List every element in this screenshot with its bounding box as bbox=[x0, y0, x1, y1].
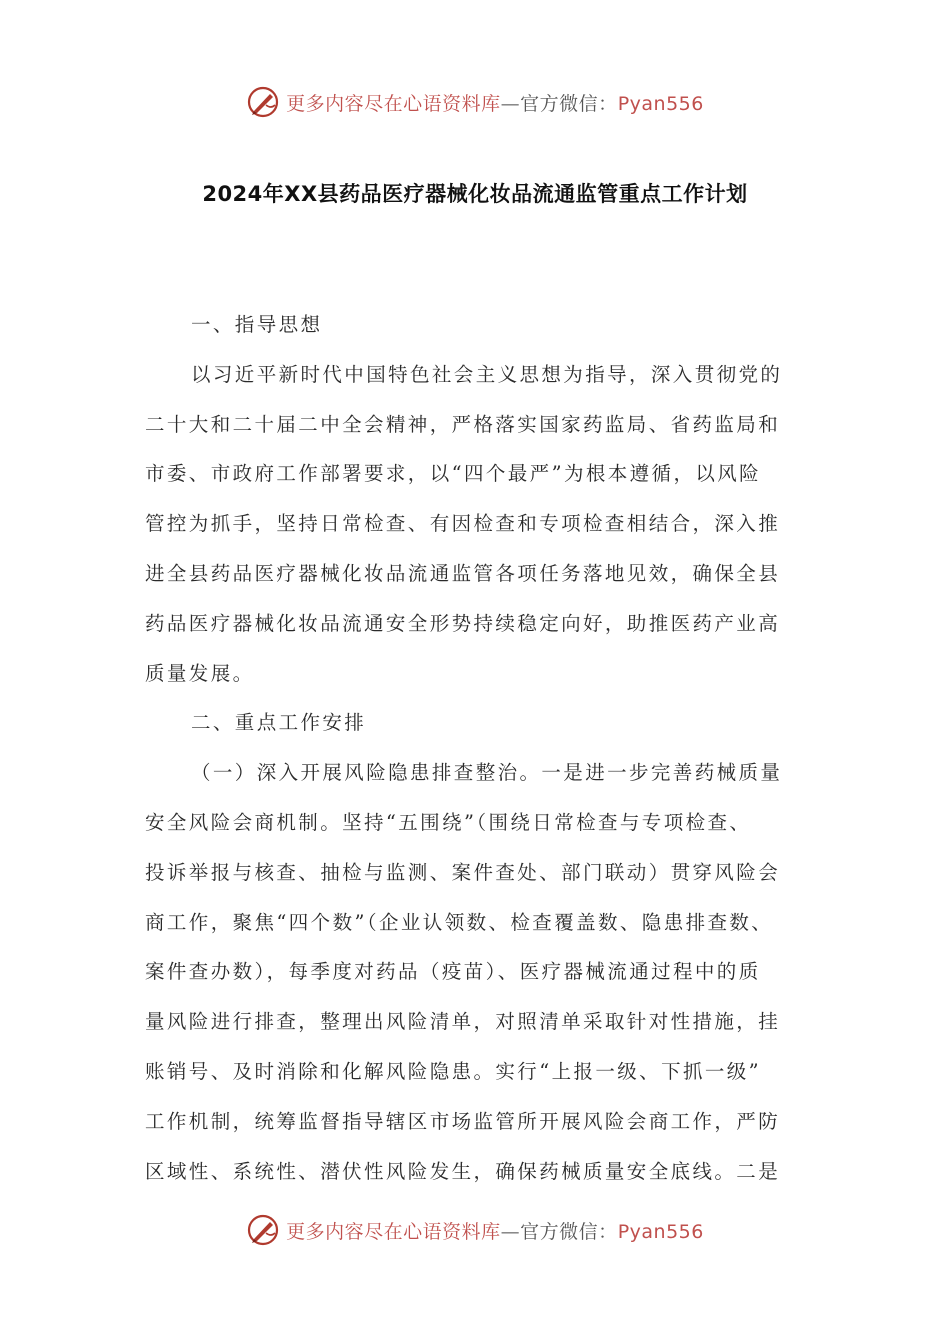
pen-logo-icon bbox=[246, 85, 280, 119]
document-body bbox=[145, 300, 817, 1196]
paragraph-line: 二十大和二十届二中全会精神，严格落实国家药监局、省药监局和 bbox=[145, 412, 781, 436]
section-heading: 二、重点工作安排 bbox=[191, 711, 367, 735]
paragraph-line: 以习近平新时代中国特色社会主义思想为指导，深入贯彻党的 bbox=[191, 362, 783, 386]
section-heading: 一、指导思想 bbox=[191, 313, 323, 336]
paragraph-line: 市委、市政府工作部署要求，以“四个最严”为根本遵循，以风险 bbox=[145, 462, 762, 486]
paragraph-line: 案件查办数），每季度对药品（疫苗）、医疗器械流通过程中的质 bbox=[145, 960, 761, 984]
paragraph-line: 区域性、系统性、潜伏性风险发生，确保药械质量安全底线。二是 bbox=[145, 1159, 781, 1183]
footer-watermark-banner bbox=[0, 1210, 950, 1250]
paragraph-line: 管控为抓手，坚持日常检查、有因检查和专项检查相结合，深入推 bbox=[145, 512, 781, 536]
pen-logo-icon bbox=[246, 1213, 280, 1247]
paragraph-line: 账销号、及时消除和化解风险隐患。实行“上报一级、下抓一级” bbox=[145, 1059, 762, 1083]
paragraph-line: 进全县药品医疗器械化妆品流通监管各项任务落地见效，确保全县 bbox=[145, 561, 781, 585]
watermark-text: 更多内容尽在心语资料库—官方微信：Pyan556 bbox=[286, 92, 704, 115]
paragraph-line: 量风险进行排查，整理出风险清单，对照清单采取针对性措施，挂 bbox=[145, 1010, 781, 1034]
document-title: 2024年XX县药品医疗器械化妆品流通监管重点工作计划 bbox=[202, 182, 748, 206]
paragraph-line: 安全风险会商机制。坚持“五围绕”（围绕日常检查与专项检查、 bbox=[145, 810, 752, 834]
paragraph-line: 药品医疗器械化妆品流通安全形势持续稳定向好，助推医药产业高 bbox=[145, 611, 781, 635]
paragraph-line: 商工作，聚焦“四个数”（企业认领数、检查覆盖数、隐患排查数、 bbox=[145, 910, 774, 934]
watermark-text: 更多内容尽在心语资料库—官方微信：Pyan556 bbox=[286, 1220, 704, 1243]
paragraph-line: 质量发展。 bbox=[145, 661, 255, 685]
paragraph-line: 工作机制，统筹监督指导辖区市场监管所开展风险会商工作，严防 bbox=[145, 1109, 781, 1133]
header-watermark-banner bbox=[0, 82, 950, 122]
paragraph-line: 投诉举报与核查、抽检与监测、案件查处、部门联动）贯穿风险会 bbox=[145, 860, 781, 884]
paragraph-line: （一）深入开展风险隐患排查整治。一是进一步完善药械质量 bbox=[191, 761, 783, 785]
